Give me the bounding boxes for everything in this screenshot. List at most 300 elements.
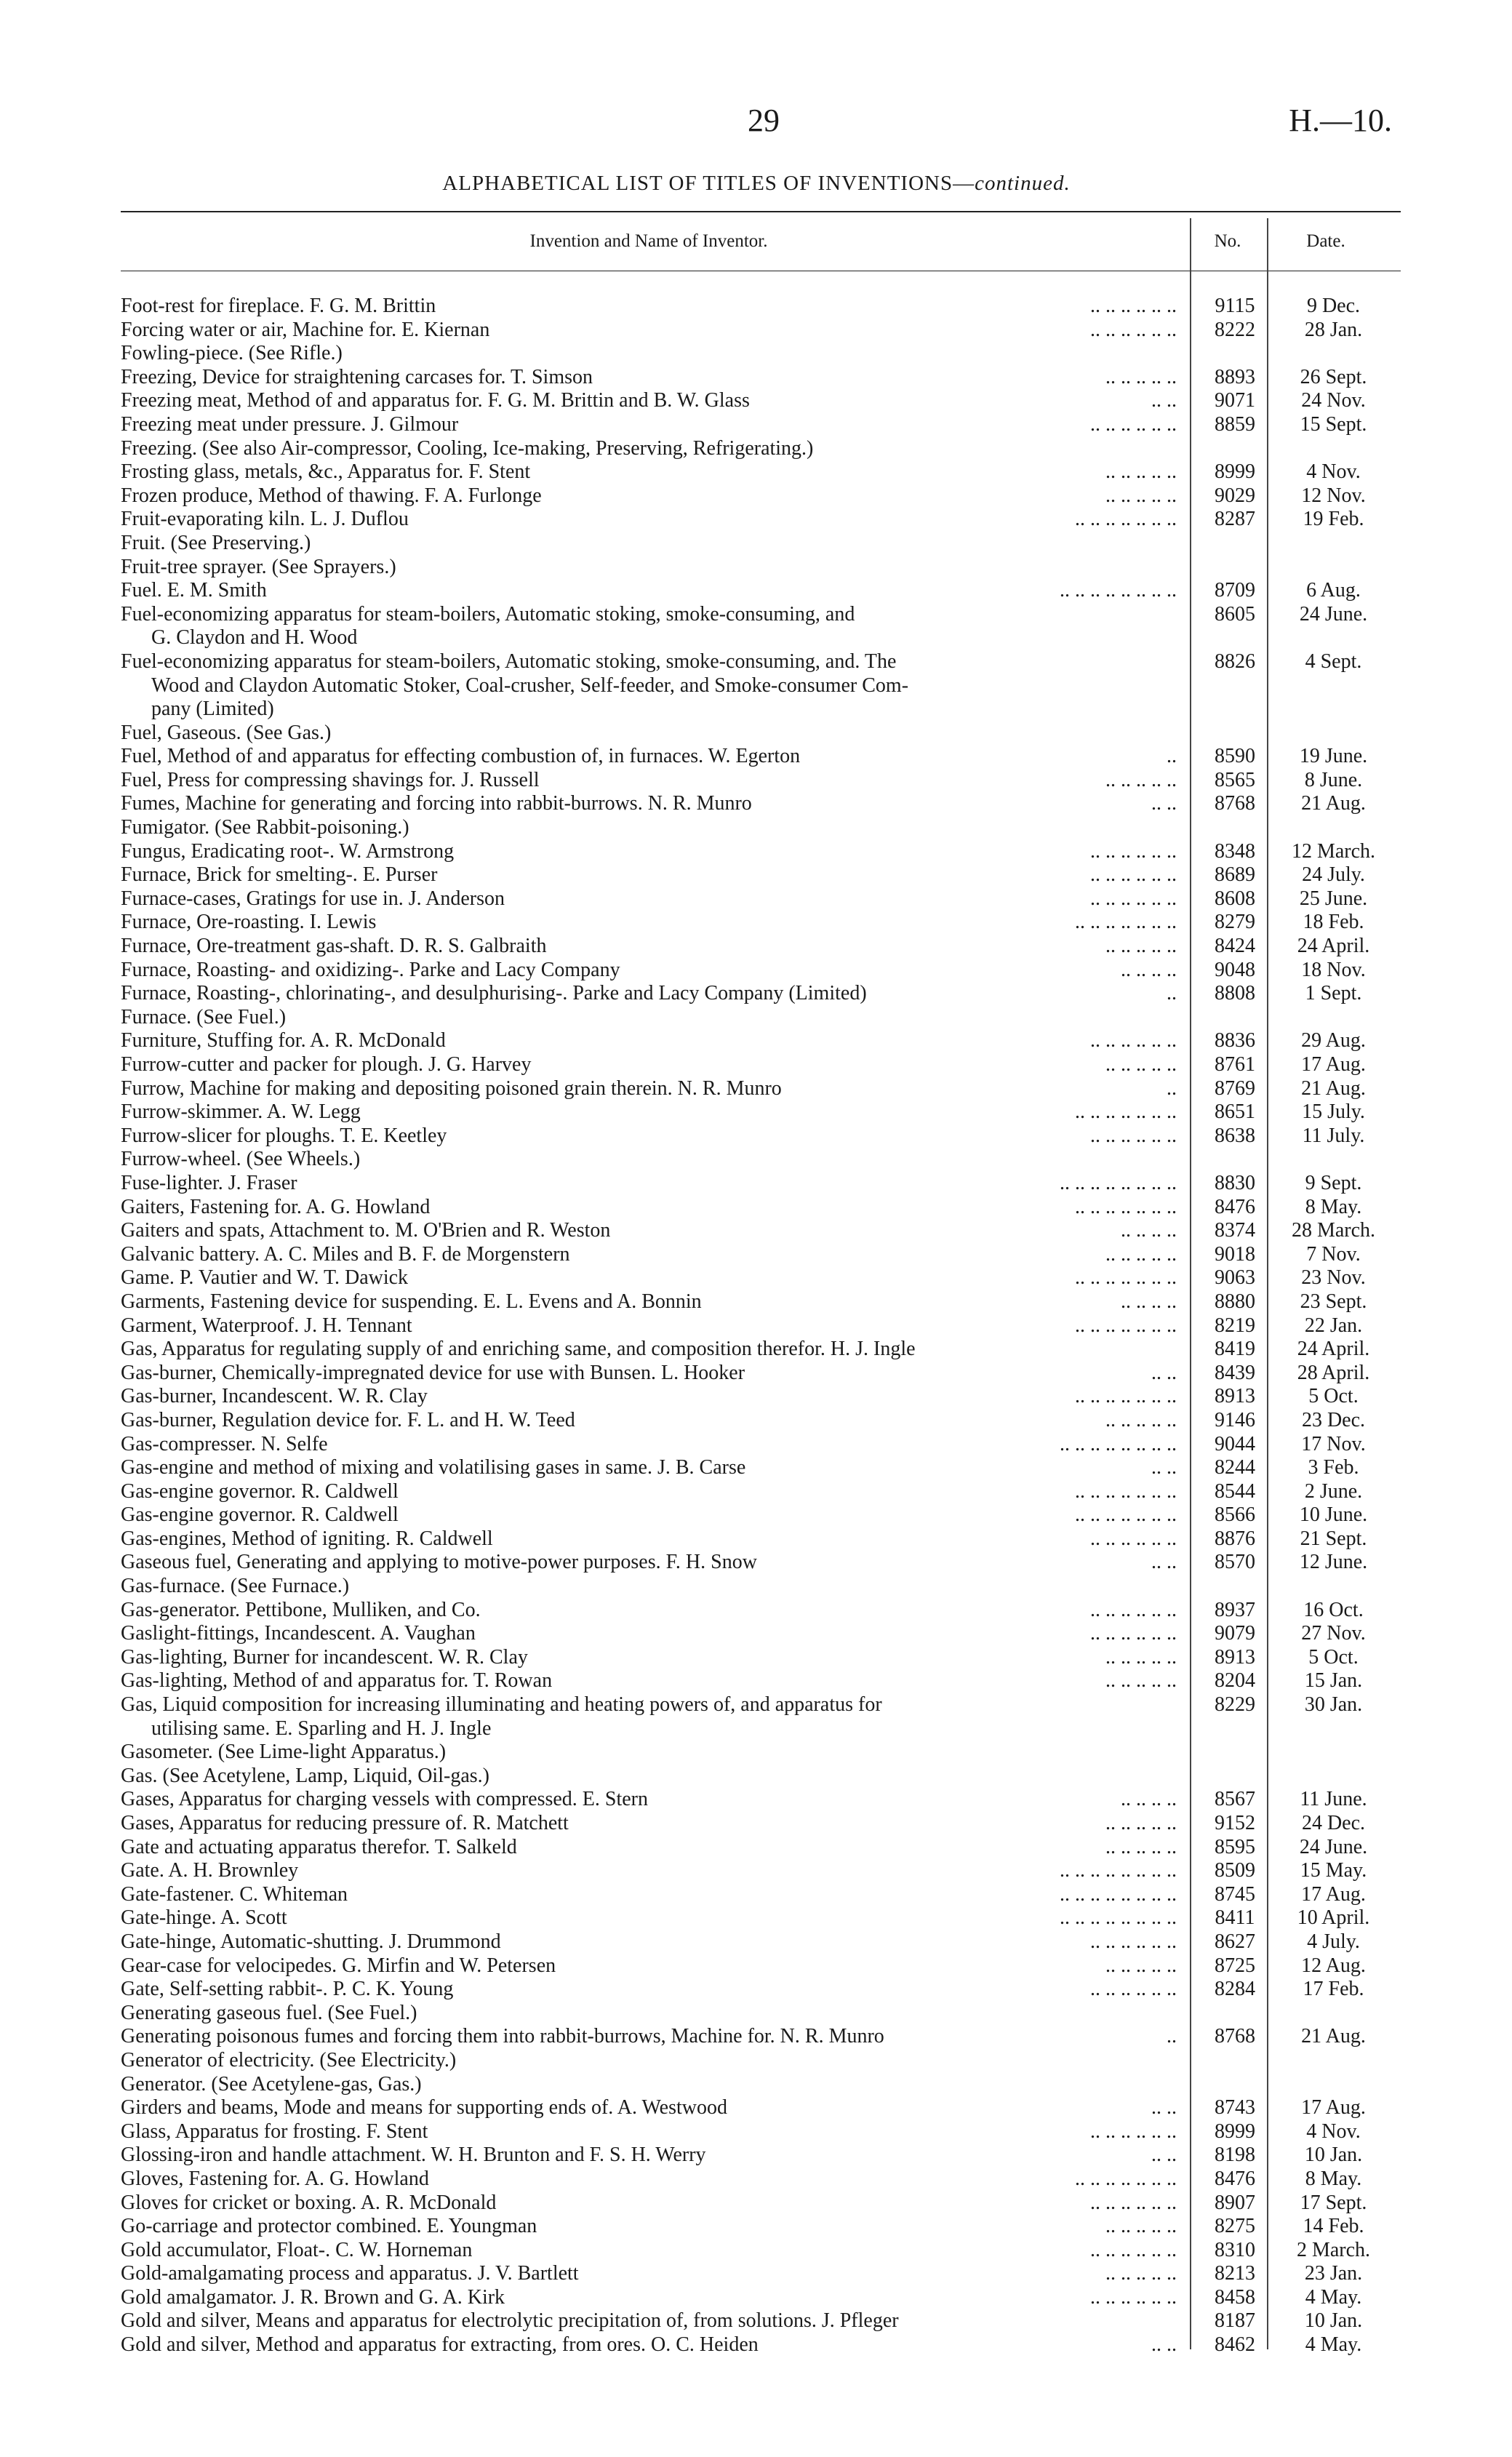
entry-title: Gaslight-fittings, Incandescent. A. Vaughan <box>121 1622 476 1645</box>
entry-title: Fruit. (See Preserving.) <box>121 531 311 554</box>
leader-dots: .. .. .. .. .. .. <box>1090 318 1177 341</box>
entry-date: 5 Oct. <box>1308 1645 1359 1669</box>
list-item <box>121 1551 1401 1575</box>
entry-number: 8424 <box>1215 935 1255 958</box>
list-item <box>121 579 1401 603</box>
entry-title: Gold and silver, Method and apparatus for extracting, from ores. O. C. Heiden <box>121 2333 759 2357</box>
entry-date: 24 April. <box>1297 935 1370 958</box>
leader-dots: .. .. .. .. .. <box>1105 1669 1177 1693</box>
entry-title: Gas-lighting, Method of and apparatus for. T. Rowan <box>121 1669 553 1693</box>
entry-title: Gas-engine and method of mixing and volatilising gases in same. J. B. Carse <box>121 1456 746 1479</box>
leader-dots: .. .. .. .. <box>1121 1290 1177 1313</box>
entry-title: Furrow-skimmer. A. W. Legg <box>121 1100 361 1124</box>
leader-dots: .. .. <box>1151 792 1177 815</box>
list-item <box>121 1433 1401 1457</box>
entry-title: Frozen produce, Method of thawing. F. A. Furlonge <box>121 484 542 507</box>
entry-number: 9152 <box>1215 1812 1255 1834</box>
entry-date: 12 Nov. <box>1301 484 1366 507</box>
entry-date: 15 Jan. <box>1304 1669 1363 1693</box>
entry-number: 8419 <box>1215 1338 1255 1361</box>
entry-date: 24 Dec. <box>1301 1812 1366 1834</box>
entry-title: Fruit-tree sprayer. (See Sprayers.) <box>121 555 396 578</box>
list-item <box>121 1693 1401 1741</box>
list-item <box>121 1100 1401 1124</box>
entry-date: 18 Feb. <box>1303 911 1364 934</box>
leader-dots: .. .. .. .. .. <box>1105 1954 1177 1977</box>
list-item <box>121 556 1401 580</box>
entry-title: Foot-rest for fireplace. F. G. M. Brittin <box>121 295 436 317</box>
entry-number: 8859 <box>1215 412 1255 436</box>
entry-title: Forcing water or air, Machine for. E. Kiernan <box>121 318 490 341</box>
entry-date: 28 April. <box>1297 1361 1370 1384</box>
entry-date: 21 Aug. <box>1301 2025 1366 2048</box>
list-item <box>121 1053 1401 1077</box>
entry-number: 8567 <box>1215 1788 1255 1811</box>
list-item <box>121 2049 1401 2073</box>
list-item <box>121 532 1401 556</box>
leader-dots: .. .. .. .. .. .. .. .. <box>1060 1171 1177 1194</box>
list-item <box>121 1029 1401 1053</box>
leader-dots: .. .. <box>1151 2333 1177 2357</box>
entry-date: 26 Sept. <box>1300 365 1367 388</box>
list-item <box>121 319 1401 343</box>
list-item <box>121 959 1401 983</box>
entry-title: Gaiters, Fastening for. A. G. Howland <box>121 1195 431 1218</box>
entry-number: 8348 <box>1215 839 1255 863</box>
entry-date: 12 March. <box>1291 839 1376 863</box>
entry-title: Fuel. E. M. Smith <box>121 579 267 602</box>
leader-dots: .. .. <box>1151 389 1177 412</box>
leader-dots: .. .. .. .. .. <box>1105 1242 1177 1266</box>
list-item <box>121 484 1401 508</box>
entry-date: 5 Oct. <box>1308 1385 1359 1408</box>
entry-number: 8880 <box>1215 1290 1255 1313</box>
leader-dots: .. .. .. .. .. .. <box>1090 2120 1177 2143</box>
entry-date: 15 May. <box>1300 1859 1367 1882</box>
entry-number: 9044 <box>1215 1432 1255 1455</box>
entry-number: 8605 <box>1215 602 1255 626</box>
entry-number: 8439 <box>1215 1361 1255 1384</box>
leader-dots: .. .. .. .. .. .. <box>1090 2191 1177 2214</box>
entry-date: 2 March. <box>1296 2238 1371 2261</box>
leader-dots: .. <box>1167 1076 1177 1100</box>
entry-title: Glass, Apparatus for frosting. F. Stent <box>121 2120 428 2143</box>
entry-number: 8768 <box>1215 2025 1255 2048</box>
entry-number: 8836 <box>1215 1029 1255 1052</box>
entry-date: 17 Aug. <box>1301 1053 1366 1076</box>
list-item <box>121 2286 1401 2310</box>
entry-title: Game. P. Vautier and W. T. Dawick <box>121 1266 409 1290</box>
entry-number: 8651 <box>1215 1100 1255 1124</box>
entry-date: 19 Feb. <box>1303 508 1364 531</box>
entry-title: Fowling-piece. (See Rifle.) <box>121 342 343 365</box>
entry-title: Glossing-iron and handle attachment. W. H. Brunton and F. S. H. Werry <box>121 2144 706 2167</box>
list-item <box>121 1836 1401 1860</box>
entry-number: 8937 <box>1215 1598 1255 1621</box>
entry-number: 8222 <box>1215 318 1255 341</box>
entry-title: Gas-burner, Incandescent. W. R. Clay <box>121 1385 428 1408</box>
leader-dots: .. .. .. .. .. <box>1105 1812 1177 1834</box>
entry-date: 6 Aug. <box>1306 579 1361 602</box>
list-item <box>121 2333 1401 2357</box>
entry-number: 8709 <box>1215 579 1255 602</box>
list-item <box>121 2239 1401 2263</box>
entry-number: 9071 <box>1215 389 1255 412</box>
entry-title: Furniture, Stuffing for. A. R. McDonald <box>121 1029 446 1052</box>
leader-dots: .. .. .. .. .. <box>1105 2215 1177 2238</box>
entry-number: 9048 <box>1215 958 1255 981</box>
entry-number: 8893 <box>1215 365 1255 388</box>
entry-number: 8638 <box>1215 1124 1255 1147</box>
entry-number: 8544 <box>1215 1479 1255 1503</box>
entry-date: 17 Aug. <box>1301 1882 1366 1906</box>
entry-date: 4 Sept. <box>1305 650 1362 673</box>
entry-number: 8595 <box>1215 1835 1255 1858</box>
entry-date: 9 Dec. <box>1306 295 1361 317</box>
entry-number: 8374 <box>1215 1219 1255 1242</box>
list-item <box>121 2096 1401 2120</box>
entry-date: 24 June. <box>1299 602 1368 626</box>
column-header-date: Date. <box>1306 231 1345 251</box>
entry-title: Gas, Apparatus for regulating supply of and enriching same, and composition therefor. H. J. Ingle <box>121 1338 916 1361</box>
entry-title: Fumigator. (See Rabbit-poisoning.) <box>121 816 409 839</box>
list-item <box>121 2215 1401 2239</box>
leader-dots: .. <box>1167 982 1177 1005</box>
entry-title: Garment, Waterproof. J. H. Tennant <box>121 1314 412 1337</box>
leader-dots: .. .. .. .. .. .. <box>1090 1930 1177 1953</box>
leader-dots: .. .. .. .. .. .. <box>1090 1978 1177 2001</box>
list-item <box>121 2192 1401 2216</box>
entry-number: 8310 <box>1215 2238 1255 2261</box>
entry-date: 8 May. <box>1305 2167 1362 2190</box>
entry-title: Fuse-lighter. J. Fraser <box>121 1171 297 1194</box>
entry-number: 9146 <box>1215 1408 1255 1431</box>
leader-dots: .. .. .. .. .. <box>1105 768 1177 791</box>
entry-number: 8876 <box>1215 1527 1255 1550</box>
entry-date: 8 June. <box>1304 768 1363 791</box>
list-item <box>121 1883 1401 1907</box>
entry-number: 8761 <box>1215 1053 1255 1076</box>
entry-title: Gas-engine governor. R. Caldwell <box>121 1503 399 1527</box>
entry-date: 7 Nov. <box>1306 1242 1361 1266</box>
entry-title: Gear-case for velocipedes. G. Mirfin and W. Petersen <box>121 1954 556 1977</box>
list-item <box>121 389 1401 413</box>
leader-dots: .. .. .. .. .. .. <box>1090 1598 1177 1621</box>
leader-dots: .. .. .. .. .. .. .. <box>1075 1385 1177 1408</box>
leader-dots: .. .. .. .. .. .. .. <box>1075 911 1177 934</box>
entry-date: 12 Aug. <box>1301 1954 1366 1977</box>
list-item <box>121 1859 1401 1883</box>
page-title <box>116 172 1396 196</box>
entry-date: 15 July. <box>1302 1100 1365 1124</box>
entry-title: Frosting glass, metals, &c., Apparatus for. F. Stent <box>121 460 531 484</box>
entry-number: 8808 <box>1215 982 1255 1005</box>
entry-number: 8570 <box>1215 1551 1255 1574</box>
entry-date: 21 Sept. <box>1300 1527 1367 1550</box>
entry-title: Generating gaseous fuel. (See Fuel.) <box>121 2001 417 2024</box>
leader-dots: .. .. <box>1151 1456 1177 1479</box>
leader-dots: .. .. .. .. .. .. .. .. <box>1060 579 1177 602</box>
list-item <box>121 1669 1401 1693</box>
entry-number: 8913 <box>1215 1385 1255 1408</box>
column-header-number: No. <box>1214 231 1241 251</box>
entry-title: Furnace, Brick for smelting-. E. Purser <box>121 863 438 887</box>
entry-title: Furnace, Roasting- and oxidizing-. Parke and Lacy Company <box>121 958 620 981</box>
entry-number: 8826 <box>1215 650 1255 673</box>
list-item <box>121 1243 1401 1267</box>
entry-date: 30 Jan. <box>1304 1693 1363 1717</box>
entry-number: 8462 <box>1215 2333 1255 2357</box>
list-item <box>121 840 1401 864</box>
leader-dots: .. .. .. .. .. .. <box>1090 1527 1177 1550</box>
entry-date: 23 Dec. <box>1301 1408 1366 1431</box>
entry-title: Gate-hinge, Automatic-shutting. J. Drummond <box>121 1930 501 1953</box>
entry-title: Gas-lighting, Burner for incandescent. W. R. Clay <box>121 1645 528 1669</box>
list-item <box>121 295 1401 319</box>
list-item <box>121 1006 1401 1030</box>
entry-date: 29 Aug. <box>1301 1029 1366 1052</box>
entry-title: Freezing. (See also Air-compressor, Cooling, Ice-making, Preserving, Refrigerating.) <box>121 436 814 460</box>
list-item <box>121 1148 1401 1172</box>
entry-title: Generator of electricity. (See Electricity.) <box>121 2048 457 2072</box>
entry-date: 21 Aug. <box>1301 792 1366 815</box>
entry-title: Fuel, Method of and apparatus for effecting combustion of, in furnaces. W. Egerton <box>121 745 801 768</box>
entry-date: 2 June. <box>1304 1479 1363 1503</box>
entry-title: Furrow, Machine for making and depositing poisoned grain therein. N. R. Munro <box>121 1076 782 1100</box>
entry-number: 8275 <box>1215 2215 1255 2238</box>
entry-date: 1 Sept. <box>1305 982 1362 1005</box>
entry-date: 17 Sept. <box>1300 2191 1367 2214</box>
entry-date: 3 Feb. <box>1308 1456 1359 1479</box>
entry-title: Furrow-cutter and packer for plough. J. G. Harvey <box>121 1053 532 1076</box>
entry-date: 11 July. <box>1302 1124 1365 1147</box>
list-item <box>121 2025 1401 2049</box>
list-item <box>121 935 1401 959</box>
entry-date: 24 July. <box>1302 863 1365 887</box>
entry-continuation: pany (Limited) <box>151 698 274 721</box>
entry-title: Freezing, Device for straightening carcases for. T. Simson <box>121 365 593 388</box>
list-item <box>121 1646 1401 1670</box>
entry-title: Gold-amalgamating process and apparatus. J. V. Bartlett <box>121 2262 579 2285</box>
list-item <box>121 1196 1401 1220</box>
entry-number: 8999 <box>1215 460 1255 484</box>
entry-date: 17 Aug. <box>1301 2096 1366 2120</box>
leader-dots: .. .. .. .. .. .. <box>1090 887 1177 910</box>
entry-number: 8411 <box>1215 1906 1255 1930</box>
entry-title: Galvanic battery. A. C. Miles and B. F. de Morgenstern <box>121 1242 570 1266</box>
entry-title: Gate, Self-setting rabbit-. P. C. K. Young <box>121 1978 454 2001</box>
entry-number: 8913 <box>1215 1645 1255 1669</box>
page-title-main: ALPHABETICAL LIST OF TITLES OF INVENTIONS— <box>442 172 975 195</box>
list-item <box>121 745 1401 769</box>
list-item <box>121 508 1401 532</box>
list-item <box>121 366 1401 390</box>
leader-dots: .. .. .. .. <box>1121 1788 1177 1811</box>
entry-date: 19 June. <box>1299 745 1368 768</box>
leader-dots: .. .. .. .. .. .. .. .. <box>1060 1859 1177 1882</box>
list-item <box>121 342 1401 366</box>
entry-title: Girders and beams, Mode and means for supporting ends of. A. Westwood <box>121 2096 727 2120</box>
entry-number: 8608 <box>1215 887 1255 910</box>
leader-dots: .. .. .. .. .. <box>1105 365 1177 388</box>
entry-number: 8213 <box>1215 2262 1255 2285</box>
entry-title: Garments, Fastening device for suspending. E. L. Evens and A. Bonnin <box>121 1290 702 1313</box>
entry-title: Furrow-wheel. (See Wheels.) <box>121 1148 361 1171</box>
entry-date: 17 Feb. <box>1303 1978 1364 2001</box>
entry-date: 24 Nov. <box>1301 389 1366 412</box>
entry-date: 25 June. <box>1299 887 1368 910</box>
entry-number: 8458 <box>1215 2285 1255 2309</box>
entry-title: Gas-furnace. (See Furnace.) <box>121 1575 350 1598</box>
entry-title: Fuel, Gaseous. (See Gas.) <box>121 721 332 744</box>
list-item <box>121 1527 1401 1551</box>
leader-dots: .. .. .. .. .. <box>1105 484 1177 507</box>
column-header-invention: Invention and Name of Inventor. <box>529 231 768 251</box>
entry-title: Gas-burner, Regulation device for. F. L. and H. W. Teed <box>121 1408 575 1431</box>
leader-dots: .. .. .. .. <box>1121 958 1177 981</box>
leader-dots: .. .. .. .. .. .. <box>1090 1622 1177 1645</box>
entry-title: Furnace, Roasting-, chlorinating-, and desulphurising-. Parke and Lacy Company (Limited) <box>121 982 867 1005</box>
entry-date: 21 Aug. <box>1301 1076 1366 1100</box>
entry-date: 23 Jan. <box>1304 2262 1363 2285</box>
list-item <box>121 792 1401 816</box>
entry-date: 17 Nov. <box>1301 1432 1366 1455</box>
leader-dots: .. .. .. .. .. .. .. .. <box>1060 1906 1177 1930</box>
leader-dots: .. .. .. .. .. .. <box>1090 2285 1177 2309</box>
list-item <box>121 2309 1401 2333</box>
entry-number: 8287 <box>1215 508 1255 531</box>
leader-dots: .. .. .. .. .. <box>1105 1053 1177 1076</box>
entry-number: 8999 <box>1215 2120 1255 2143</box>
leader-dots: .. <box>1167 2025 1177 2048</box>
entry-continuation: utilising same. E. Sparling and H. J. Ingle <box>151 1717 492 1740</box>
list-item <box>121 1978 1401 2002</box>
entry-date: 27 Nov. <box>1301 1622 1366 1645</box>
leader-dots: .. .. .. .. .. .. .. <box>1075 1195 1177 1218</box>
page-number: 29 <box>748 103 780 138</box>
list-item <box>121 1954 1401 1978</box>
entry-date: 12 June. <box>1299 1551 1368 1574</box>
leader-dots: .. .. .. .. .. .. .. .. <box>1060 1882 1177 1906</box>
leader-dots: .. .. .. .. .. .. <box>1090 863 1177 887</box>
list-item <box>121 1172 1401 1196</box>
list-item <box>121 460 1401 484</box>
entry-date: 16 Oct. <box>1303 1598 1364 1621</box>
entry-number: 8768 <box>1215 792 1255 815</box>
entry-title: Gaseous fuel, Generating and applying to motive-power purposes. F. H. Snow <box>121 1551 757 1574</box>
entry-title: Gate. A. H. Brownley <box>121 1859 299 1882</box>
entry-title: Fruit-evaporating kiln. L. J. Duflou <box>121 508 409 531</box>
entry-title: Gas-burner, Chemically-impregnated device for use with Bunsen. L. Hooker <box>121 1361 745 1384</box>
entry-date: 4 July. <box>1307 1930 1360 1953</box>
entry-date: 10 June. <box>1299 1503 1368 1527</box>
list-item <box>121 887 1401 911</box>
entry-title: Furnace. (See Fuel.) <box>121 1005 287 1028</box>
entry-title: Gloves, Fastening for. A. G. Howland <box>121 2167 429 2190</box>
leader-dots: .. .. <box>1151 1361 1177 1384</box>
invention-list <box>121 295 1401 2357</box>
entry-date: 4 Nov. <box>1306 2120 1361 2143</box>
leader-dots: .. .. .. .. .. <box>1105 935 1177 958</box>
leader-dots: .. .. .. .. .. .. .. <box>1075 1100 1177 1124</box>
list-item <box>121 1788 1401 1812</box>
list-item <box>121 1219 1401 1243</box>
leader-dots: .. .. .. .. .. .. .. <box>1075 1503 1177 1527</box>
leader-dots: .. .. .. .. .. <box>1105 1645 1177 1669</box>
list-item <box>121 2002 1401 2026</box>
leader-dots: .. .. .. .. .. .. .. <box>1075 508 1177 531</box>
entry-date: 10 Jan. <box>1304 2309 1363 2333</box>
list-item <box>121 1456 1401 1480</box>
entry-date: 24 June. <box>1299 1835 1368 1858</box>
entry-date: 23 Nov. <box>1301 1266 1366 1290</box>
entry-number: 8476 <box>1215 1195 1255 1218</box>
list-item <box>121 816 1401 840</box>
list-item <box>121 863 1401 887</box>
entry-title: Generating poisonous fumes and forcing them into rabbit-burrows, Machine for. N. R. Munro <box>121 2025 884 2048</box>
leader-dots: .. .. .. .. .. .. <box>1090 1029 1177 1052</box>
entry-title: Gold accumulator, Float-. C. W. Horneman <box>121 2238 473 2261</box>
list-item <box>121 1930 1401 1954</box>
entry-number: 8509 <box>1215 1859 1255 1882</box>
entry-number: 9063 <box>1215 1266 1255 1290</box>
entry-date: 23 Sept. <box>1300 1290 1367 1313</box>
entry-title: Fuel-economizing apparatus for steam-boilers, Automatic stoking, smoke-consuming, and. The <box>121 650 897 673</box>
list-item <box>121 2262 1401 2286</box>
list-item <box>121 1314 1401 1338</box>
list-item <box>121 1575 1401 1599</box>
leader-dots: .. .. .. .. .. .. <box>1090 412 1177 436</box>
entry-date: 15 Sept. <box>1300 412 1367 436</box>
list-item <box>121 1266 1401 1290</box>
entry-title: Fuel-economizing apparatus for steam-boilers, Automatic stoking, smoke-consuming, and <box>121 602 855 626</box>
entry-title: Gas-engine governor. R. Caldwell <box>121 1479 399 1503</box>
entry-number: 8745 <box>1215 1882 1255 1906</box>
leader-dots: .. .. <box>1151 1551 1177 1574</box>
entry-title: Gases, Apparatus for reducing pressure of. R. Matchett <box>121 1812 569 1834</box>
leader-dots: .. .. .. .. .. .. .. <box>1075 1266 1177 1290</box>
leader-dots: .. .. .. .. .. .. .. .. <box>1060 1432 1177 1455</box>
entry-title: Furnace-cases, Gratings for use in. J. Anderson <box>121 887 505 910</box>
entry-number: 8590 <box>1215 745 1255 768</box>
list-item <box>121 1812 1401 1836</box>
entry-date: 22 Jan. <box>1304 1314 1363 1337</box>
entry-title: Gold and silver, Means and apparatus for electrolytic precipitation of, from solutions. J. Pfleger <box>121 2309 899 2333</box>
entry-number: 9115 <box>1215 295 1255 317</box>
entry-number: 8830 <box>1215 1171 1255 1194</box>
list-item <box>121 2168 1401 2192</box>
entry-number: 8187 <box>1215 2309 1255 2333</box>
list-item <box>121 1622 1401 1646</box>
entry-title: Gaiters and spats, Attachment to. M. O'Brien and R. Weston <box>121 1219 611 1242</box>
list-item <box>121 1290 1401 1314</box>
leader-dots: .. .. <box>1151 2096 1177 2120</box>
entry-number: 8279 <box>1215 911 1255 934</box>
entry-title: Furnace, Ore-roasting. I. Lewis <box>121 911 377 934</box>
entry-title: Gloves for cricket or boxing. A. R. McDonald <box>121 2191 497 2214</box>
entry-number: 8198 <box>1215 2144 1255 2167</box>
list-item <box>121 1599 1401 1623</box>
entry-number: 9079 <box>1215 1622 1255 1645</box>
entry-number: 8689 <box>1215 863 1255 887</box>
leader-dots: .. .. .. .. .. .. <box>1090 295 1177 317</box>
entry-title: Fungus, Eradicating root-. W. Armstrong <box>121 839 455 863</box>
entry-date: 8 May. <box>1305 1195 1362 1218</box>
leader-dots: .. <box>1167 745 1177 768</box>
entry-date: 14 Feb. <box>1303 2215 1364 2238</box>
entry-number: 8725 <box>1215 1954 1255 1977</box>
entry-date: 11 June. <box>1300 1788 1367 1811</box>
